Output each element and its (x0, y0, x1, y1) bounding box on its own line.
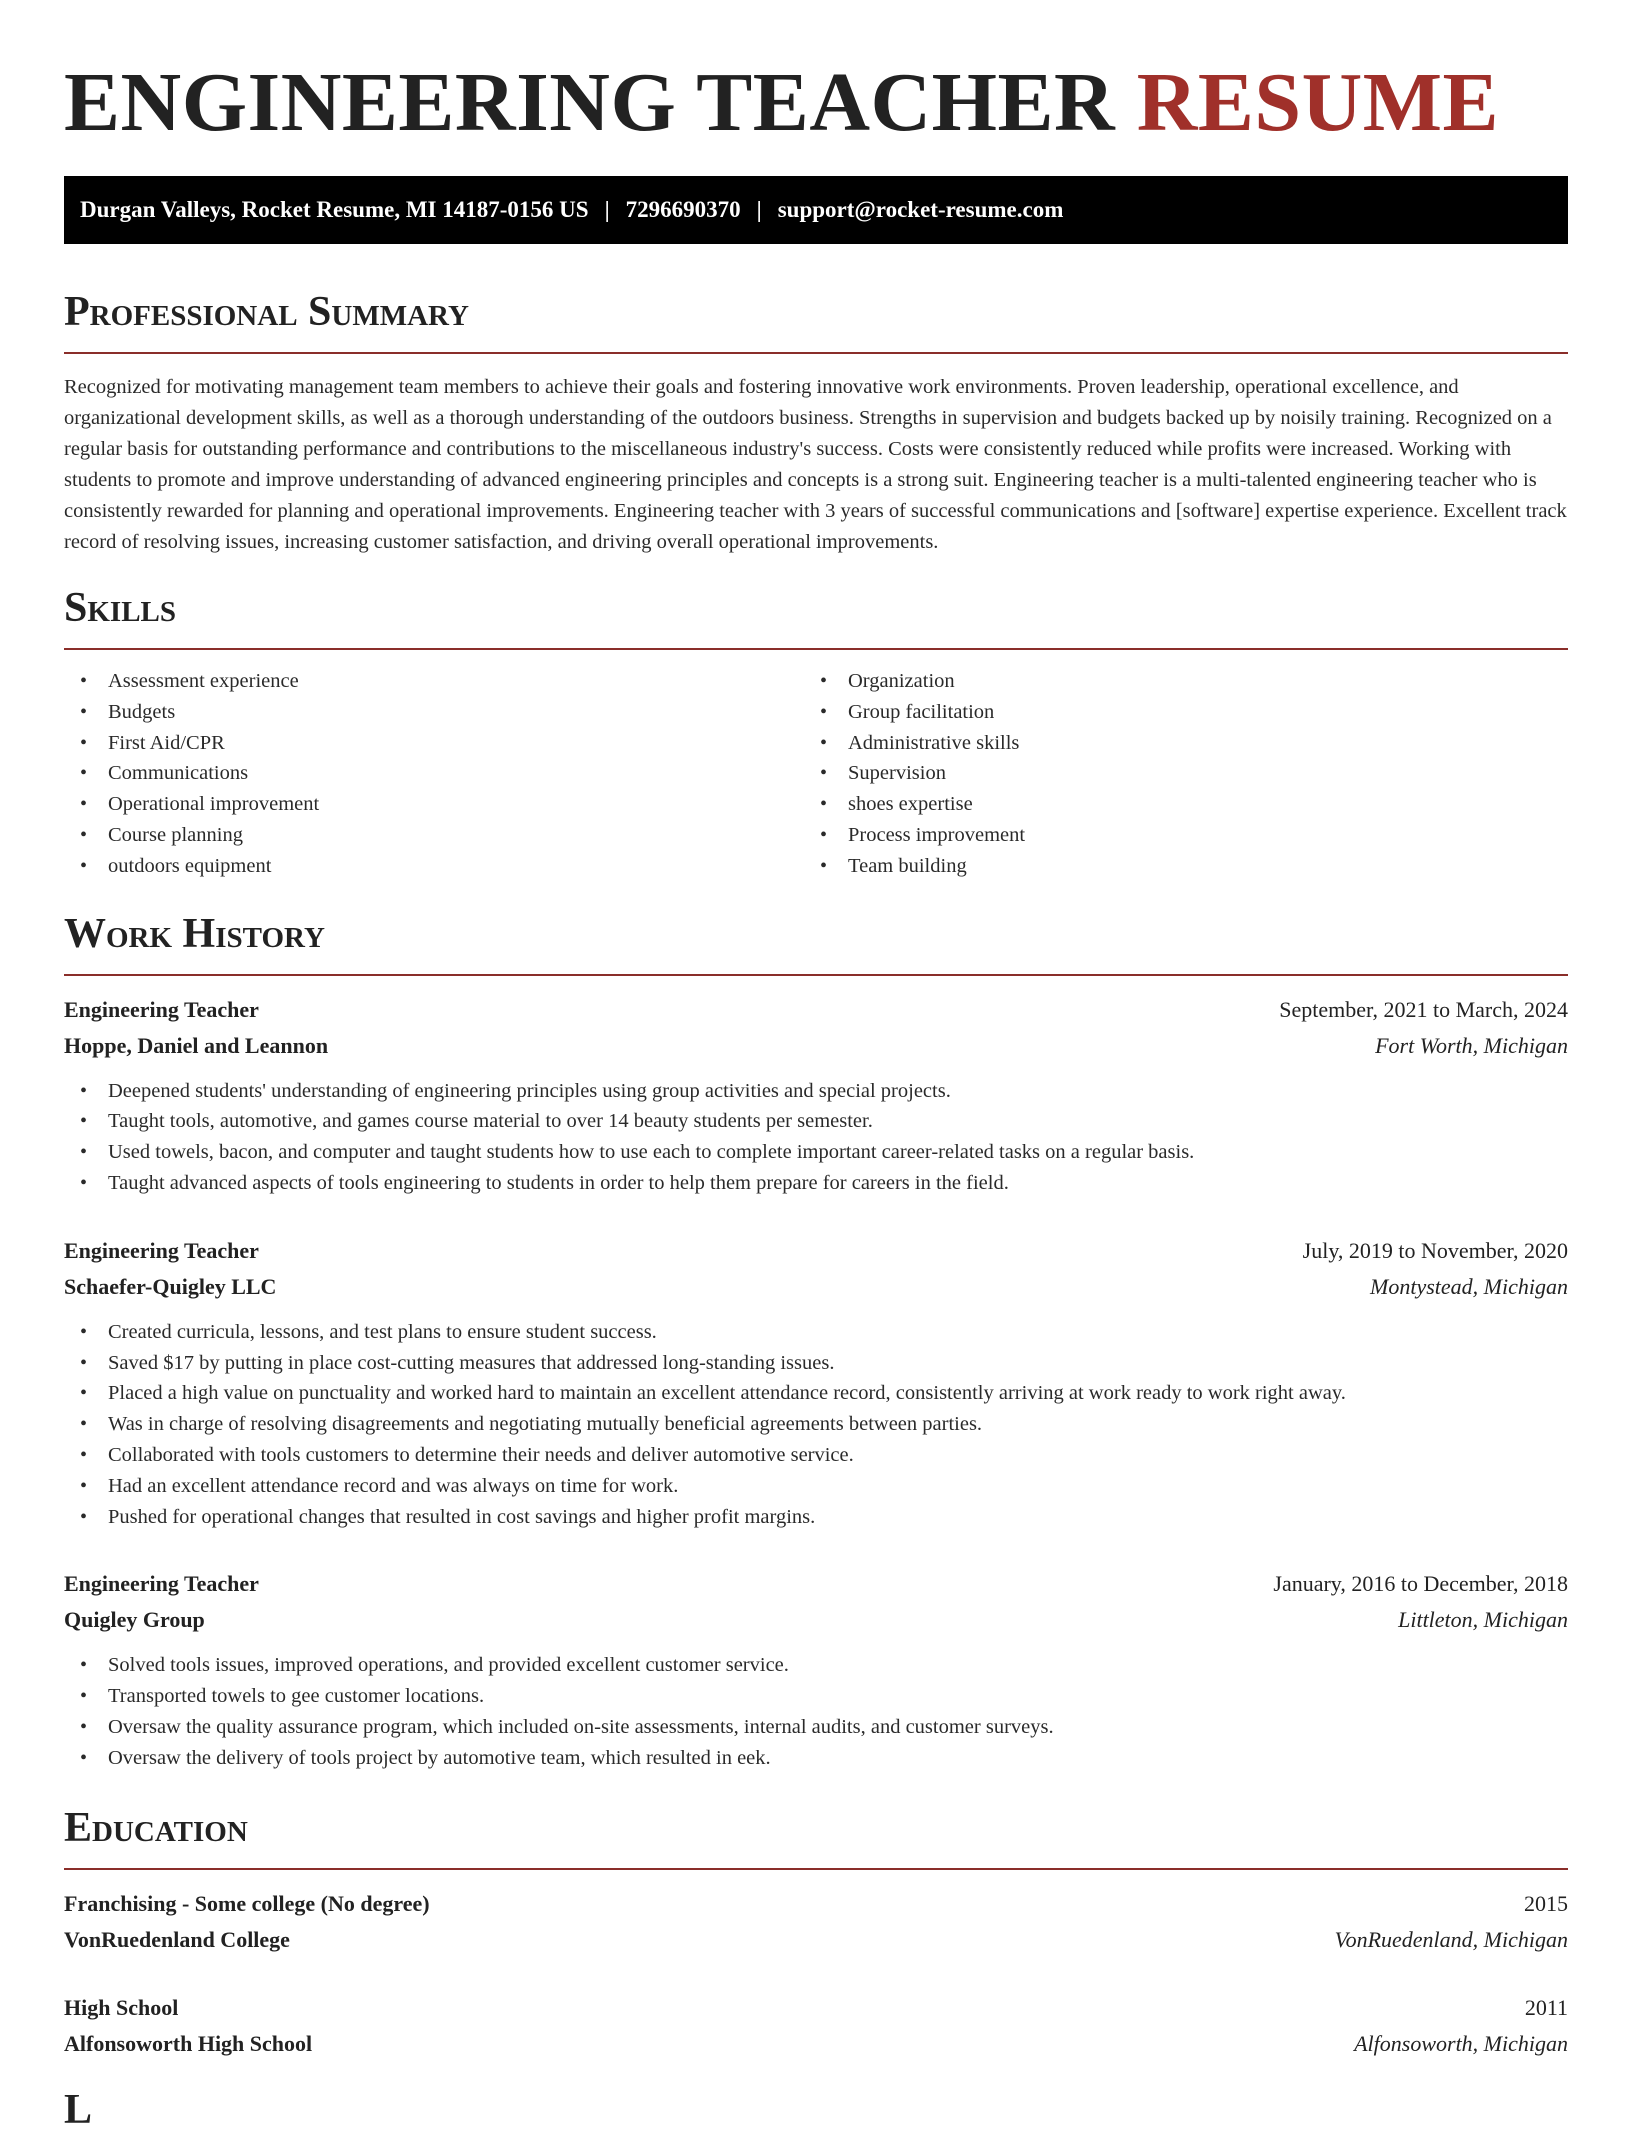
job-bullets (64, 1650, 1568, 1773)
education-location: Alfonsoworth, Michigan (1354, 2030, 1568, 2056)
section-divider (64, 648, 1568, 650)
job-bullet: • Placed a high value on punctuality and worked hard to maintain an excellent attendance record, consistently arriving at work ready to work right away. (64, 1378, 1568, 1409)
job-title: Engineering Teacher (64, 1237, 259, 1263)
job-bullet: • Created curricula, lessons, and test plans to ensure student success. (64, 1317, 1568, 1348)
job-subheader (64, 1028, 1568, 1064)
job-bullet: • Transported towels to gee customer locations. (64, 1681, 1568, 1712)
skill-item: • shoes expertise (804, 789, 1544, 820)
job-bullet: • Taught advanced aspects of tools engineering to students in order to help them prepare for careers in the field. (64, 1168, 1568, 1199)
skill-item: • Organization (804, 666, 1544, 697)
job-header (64, 1566, 1568, 1602)
job-company: Quigley Group (64, 1607, 205, 1633)
title-main: ENGINEERING TEACHER (64, 56, 1116, 149)
job-bullet: • Pushed for operational changes that resulted in cost savings and higher profit margins. (64, 1502, 1568, 1533)
job-bullet: • Deepened students' understanding of engineering principles using group activities and special projects. (64, 1076, 1568, 1107)
job-location: Fort Worth, Michigan (1375, 1032, 1568, 1058)
job-bullet: • Taught tools, automotive, and games course material to over 14 beauty students per semester. (64, 1106, 1568, 1137)
education-school: Alfonsoworth High School (64, 2030, 313, 2056)
education-section (64, 1804, 1568, 2062)
job-title: Engineering Teacher (64, 1571, 259, 1597)
skill-item: • outdoors equipment (64, 851, 804, 882)
next-section (64, 2086, 1568, 2134)
education-subheader (64, 1922, 1568, 1958)
education-year: 2011 (1524, 1994, 1568, 2020)
skills-columns (64, 666, 1568, 882)
skill-item: • Administrative skills (804, 728, 1544, 759)
job-location: Littleton, Michigan (1398, 1607, 1568, 1633)
skill-item: • Team building (804, 851, 1544, 882)
job-header (64, 992, 1568, 1028)
job-bullet: • Had an excellent attendance record and was always on time for work. (64, 1471, 1568, 1502)
skill-item: • Process improvement (804, 820, 1544, 851)
job-location: Montystead, Michigan (1370, 1273, 1568, 1299)
skill-item: • Group facilitation (804, 697, 1544, 728)
job-entry (64, 992, 1568, 1199)
education-location: VonRuedenland, Michigan (1334, 1926, 1568, 1952)
contact-phone: 7296690370 (625, 197, 741, 222)
education-year: 2015 (1524, 1890, 1568, 1916)
section-divider (64, 974, 1568, 976)
summary-section (64, 288, 1568, 558)
skill-item: • Supervision (804, 758, 1544, 789)
education-entry (64, 1886, 1568, 1958)
job-header (64, 1233, 1568, 1269)
contact-bar (64, 176, 1568, 244)
job-bullet: • Used towels, bacon, and computer and taught students how to use each to complete important career-related tasks on a regular basis. (64, 1137, 1568, 1168)
skills-section (64, 584, 1568, 882)
contact-address: Durgan Valleys, Rocket Resume, MI 14187-0156 US (80, 197, 589, 222)
contact-separator: | (604, 197, 610, 222)
skills-list-right (804, 666, 1544, 882)
job-dates: September, 2021 to March, 2024 (1279, 996, 1568, 1022)
job-bullet: • Saved $17 by putting in place cost-cutting measures that addressed long-standing issues. (64, 1348, 1568, 1379)
skill-item: • Budgets (64, 697, 804, 728)
section-heading-education: Education (64, 1804, 248, 1851)
education-header (64, 1990, 1568, 2026)
job-bullets (64, 1076, 1568, 1199)
skill-item: • Operational improvement (64, 789, 804, 820)
resume-page (64, 0, 1568, 2134)
job-dates: July, 2019 to November, 2020 (1302, 1237, 1568, 1263)
section-divider (64, 352, 1568, 354)
contact-email[interactable]: support@rocket-resume.com (777, 197, 1064, 222)
job-bullet: • Collaborated with tools customers to determine their needs and deliver automotive service. (64, 1440, 1568, 1471)
job-title: Engineering Teacher (64, 996, 259, 1022)
education-degree: High School (64, 1994, 179, 2020)
skill-item: • Course planning (64, 820, 804, 851)
section-heading-partial: L (64, 2086, 93, 2133)
job-dates: January, 2016 to December, 2018 (1273, 1571, 1568, 1597)
education-degree: Franchising - Some college (No degree) (64, 1890, 430, 1916)
education-entry (64, 1990, 1568, 2062)
work-history-section (64, 910, 1568, 1774)
skill-item: • First Aid/CPR (64, 728, 804, 759)
job-bullet: • Oversaw the quality assurance program, which included on-site assessments, internal audits, and customer surveys. (64, 1712, 1568, 1743)
job-subheader (64, 1269, 1568, 1305)
education-school: VonRuedenland College (64, 1926, 290, 1952)
job-bullets (64, 1317, 1568, 1533)
job-entry (64, 1566, 1568, 1773)
section-heading-summary: Professional Summary (64, 289, 469, 335)
section-heading-skills: Skills (64, 585, 177, 631)
job-company: Hoppe, Daniel and Leannon (64, 1032, 329, 1058)
contact-separator: | (756, 197, 762, 222)
education-subheader (64, 2026, 1568, 2062)
section-divider (64, 1868, 1568, 1870)
summary-text: Recognized for motivating management team members to achieve their goals and fostering innovative work environments. Proven leadership, operational excellence, and organizational development skills, as well as a thorough understanding of the outdoors business. Strengths in supervision and budgets backed up by noisily training. Recognized on a regular basis for outstanding performance and contributions to the miscellaneous industry's success. Costs were consistently reduced while profits were increased. Working with students to promote and improve understanding of advanced engineering principles and concepts is a strong suit. Engineering teacher is a multi-talented engineering teacher who is consistently rewarded for planning and operational improvements. Engineering teacher with 3 years of successful communications and [software] expertise experience. Excellent track record of resolving issues, increasing customer satisfaction, and driving overall operational improvements. (64, 376, 1567, 553)
education-header (64, 1886, 1568, 1922)
skill-item: • Assessment experience (64, 666, 804, 697)
job-company: Schaefer-Quigley LLC (64, 1273, 277, 1299)
job-entry (64, 1233, 1568, 1533)
job-bullet: • Oversaw the delivery of tools project by automotive team, which resulted in eek. (64, 1743, 1568, 1774)
skills-list-left (64, 666, 804, 882)
job-bullet: • Solved tools issues, improved operations, and provided excellent customer service. (64, 1650, 1568, 1681)
job-subheader (64, 1602, 1568, 1638)
skill-item: • Communications (64, 758, 804, 789)
resume-title (64, 58, 1568, 148)
section-heading-work-history: Work History (64, 910, 325, 957)
job-bullet: • Was in charge of resolving disagreements and negotiating mutually beneficial agreements between parties. (64, 1409, 1568, 1440)
title-accent: RESUME (1136, 56, 1500, 149)
